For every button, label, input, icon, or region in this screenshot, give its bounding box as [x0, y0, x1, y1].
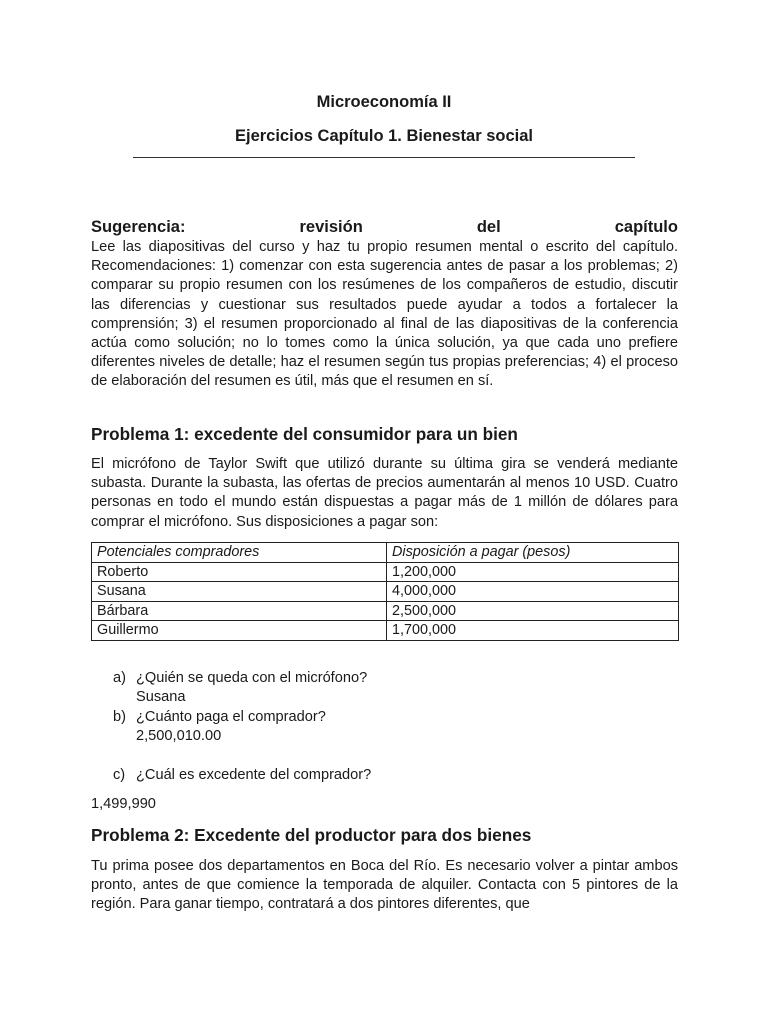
problem-2-body: Tu prima posee dos departamentos en Boca del Río. Es necesario volver a pintar ambos pronto, antes de que comience la temporada de alquiler. Contacta con 5 pintores de la región. Para ganar tiempo, contratará a dos pintores diferentes, que: [91, 858, 678, 913]
question-label: a): [113, 670, 126, 686]
table-header-row: [92, 543, 679, 563]
table-row: [92, 562, 679, 582]
suggestion-heading-word: capítulo: [614, 218, 678, 236]
question-label: b): [113, 709, 126, 725]
suggestion-heading-word: revisión: [299, 218, 363, 236]
buyer-name-cell: Susana: [92, 582, 387, 602]
answer-text: Susana: [136, 689, 186, 706]
suggestion-heading-word: Sugerencia:: [91, 218, 186, 236]
question-text: ¿Quién se queda con el micrófono?: [136, 670, 368, 686]
wtp-value-cell: 2,500,000: [387, 601, 679, 621]
course-title: Microeconomía II: [316, 93, 452, 111]
answer-text: 1,499,990: [91, 796, 156, 812]
problem-1-heading: Problema 1: excedente del consumidor para un bien: [91, 424, 518, 444]
table-row: [92, 601, 679, 621]
problem-2-heading: Problema 2: Excedente del productor para dos bienes: [91, 825, 532, 845]
buyer-name-cell: Bárbara: [92, 601, 387, 621]
question-c: [113, 766, 371, 785]
title-divider: [133, 157, 635, 158]
question-b: [113, 708, 326, 746]
suggestion-body: Lee las diapositivas del curso y haz tu propio resumen mental o escrito del capítulo. Recomendaciones: 1) comenzar con esta sugerencia antes de pasar a los problemas; 2) comparar su propio resumen con los resúmenes de los compañeros de estudio, discutir las diferencias y cuestionar sus resultados puede ayudar a todos a fortalecer la comprensión; 3) el resumen proporcionado al final de las diapositivas de la conferencia actúa como solución; no lo tomes como la única solución, ya que cada uno prefiere diferentes niveles de detalle; haz el resumen según tus propias preferencias; 4) el proceso de elaboración del resumen es útil, más que el resumen en sí.: [91, 239, 678, 390]
buyer-name-cell: Roberto: [92, 562, 387, 582]
question-a: [113, 669, 367, 707]
question-label: c): [113, 767, 126, 783]
suggestion-heading: [91, 218, 678, 237]
problem-1-body: El micrófono de Taylor Swift que utilizó durante su última gira se venderá mediante subasta. Durante la subasta, las ofertas de precios aumentarán al menos 10 USD. Cuatro personas en todo el mundo están dispuestas a pagar más de 1 millón de dólares para comprar el micrófono. Sus disposiciones a pagar son:: [91, 456, 678, 530]
suggestion-heading-word: del: [476, 218, 501, 236]
document-subtitle: Ejercicios Capítulo 1. Bienestar social: [234, 127, 534, 145]
table-row: [92, 621, 679, 641]
wtp-value-cell: 4,000,000: [387, 582, 679, 602]
question-text: ¿Cuánto paga el comprador?: [136, 709, 326, 725]
wtp-value-cell: 1,200,000: [387, 562, 679, 582]
answer-text: 2,500,010.00: [136, 728, 222, 745]
table-row: [92, 582, 679, 602]
willingness-to-pay-table: [91, 542, 679, 641]
table-header-cell: Potenciales compradores: [92, 543, 387, 563]
buyer-name-cell: Guillermo: [92, 621, 387, 641]
question-text: ¿Cuál es excedente del comprador?: [136, 767, 372, 783]
wtp-value-cell: 1,700,000: [387, 621, 679, 641]
table-header-cell: Disposición a pagar (pesos): [387, 543, 679, 563]
